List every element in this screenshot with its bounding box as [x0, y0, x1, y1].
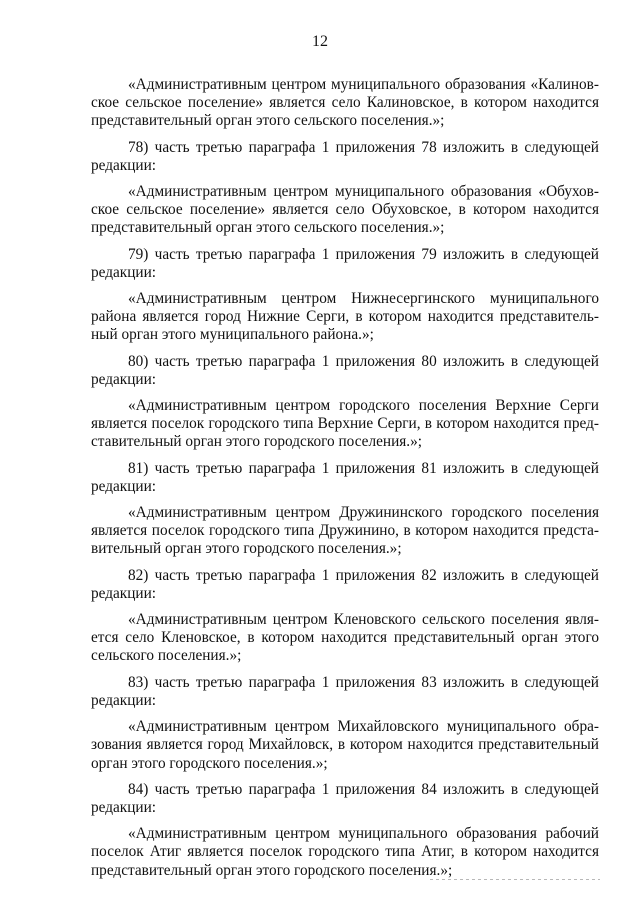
paragraph-quote-verkhnie-sergi	[91, 397, 599, 452]
text-line: «Административным центром Дружининского городского поселения	[128, 504, 599, 522]
paragraph-quote-obukhovskoe	[91, 183, 599, 238]
page-number: 12	[312, 33, 328, 50]
text-line: редакции:	[91, 370, 157, 388]
paragraph-quote-klenovskoe	[91, 611, 599, 666]
paragraph-item-82	[91, 567, 599, 603]
text-line: является поселок городского типа Дружинино, в котором находится предста-	[91, 522, 599, 540]
text-line: 84) часть третью параграфа 1 приложения 84 изложить в следующей	[128, 780, 599, 798]
document-body	[91, 76, 599, 888]
text-line: сельского поселения.»;	[91, 647, 242, 665]
text-line: редакции:	[91, 584, 157, 602]
text-line: редакции:	[91, 263, 157, 281]
text-line: «Административным центром городского поселения Верхние Серги	[128, 397, 599, 415]
text-line: 79) часть третью параграфа 1 приложения 79 изложить в следующей	[128, 245, 599, 263]
paragraph-item-80	[91, 353, 599, 389]
text-line: «Административным центром муниципального образования «Калинов-	[128, 76, 599, 93]
paragraph-item-84	[91, 781, 599, 817]
text-line: ный орган этого муниципального района.»;	[91, 326, 374, 344]
paragraph-quote-druzhinino	[91, 504, 599, 559]
text-line: представительный орган этого сельского поселения.»;	[91, 112, 445, 130]
scan-edge-mark	[430, 879, 600, 880]
text-line: «Административным центром Нижнесергинского муниципального	[128, 290, 599, 308]
text-line: ское сельское поселение» является село Обуховское, в котором находится	[91, 201, 599, 219]
text-line: 83) часть третью параграфа 1 приложения 83 изложить в следующей	[128, 673, 599, 691]
text-line: ское сельское поселение» является село Калиновское, в котором находится	[91, 94, 599, 112]
text-line: представительный орган этого городского поселения.»;	[91, 861, 453, 879]
text-line: ется село Кленовское, в котором находится представительный орган этого	[91, 629, 599, 647]
paragraph-quote-kalinovskoe	[91, 76, 599, 131]
text-line: поселок Атиг является поселок городского типа Атиг, в котором находится	[91, 843, 599, 861]
text-line: 78) часть третью параграфа 1 приложения 78 изложить в следующей	[128, 138, 599, 156]
text-line: ставительный орган этого городского поселения.»;	[91, 433, 423, 451]
paragraph-quote-nizhneserginsky	[91, 290, 599, 345]
text-line: «Административным центром Кленовского сельского поселения явля-	[128, 611, 599, 629]
paragraph-item-81	[91, 460, 599, 496]
paragraph-quote-atig	[91, 825, 599, 880]
text-line: «Административным центром муниципального образования «Обухов-	[128, 183, 599, 201]
text-line: 82) часть третью параграфа 1 приложения 82 изложить в следующей	[128, 566, 599, 584]
text-line: зования является город Михайловск, в котором находится представительный	[91, 736, 599, 754]
text-line: вительный орган этого городского поселения.»;	[91, 540, 402, 558]
text-line: редакции:	[91, 477, 157, 495]
text-line: редакции:	[91, 691, 157, 709]
text-line: «Административным центром Михайловского муниципального обра-	[128, 718, 599, 736]
paragraph-item-79	[91, 246, 599, 282]
text-line: «Административным центром муниципального образования рабочий	[128, 825, 599, 843]
paragraph-item-83	[91, 674, 599, 710]
text-line: редакции:	[91, 156, 157, 174]
paragraph-quote-mikhaylovsk	[91, 718, 599, 773]
text-line: орган этого городского поселения.»;	[91, 754, 328, 772]
text-line: 81) часть третью параграфа 1 приложения 81 изложить в следующей	[128, 459, 599, 477]
text-line: 80) часть третью параграфа 1 приложения 80 изложить в следующей	[128, 352, 599, 370]
text-line: редакции:	[91, 798, 157, 816]
paragraph-item-78	[91, 139, 599, 175]
text-line: представительный орган этого сельского поселения.»;	[91, 219, 445, 237]
text-line: района является город Нижние Серги, в котором находится представитель-	[91, 308, 599, 326]
text-line: является поселок городского типа Верхние Серги, в котором находится пред-	[91, 415, 599, 433]
